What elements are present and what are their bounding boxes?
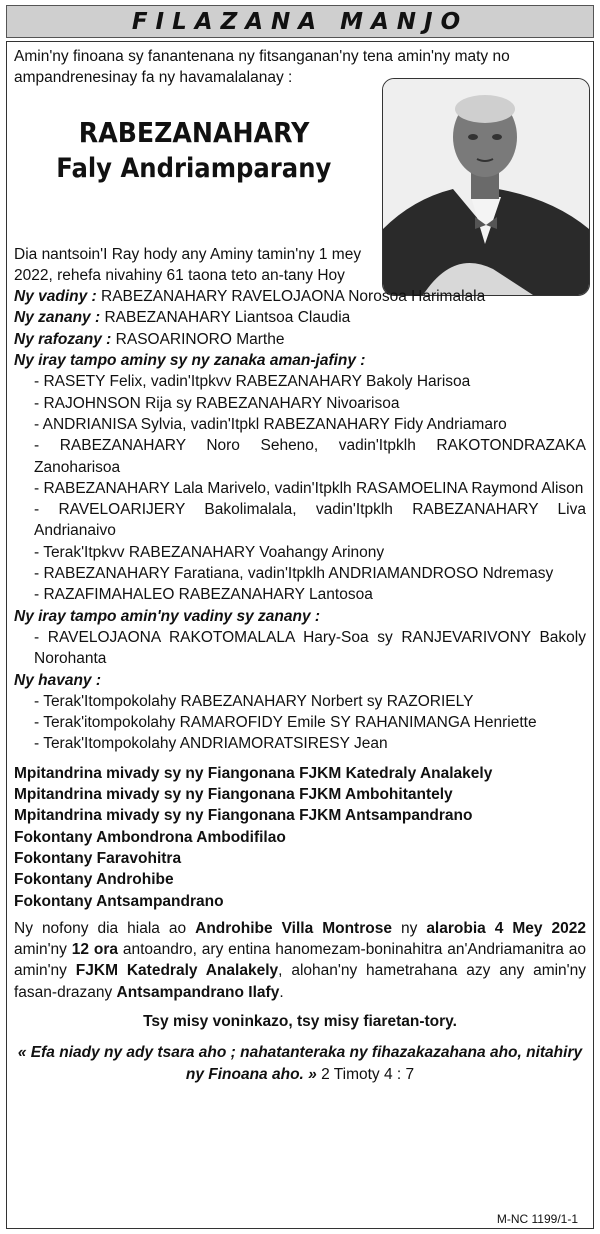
header-banner	[6, 5, 594, 38]
list-item: - Terak'Itompokolahy ANDRIAMORATSIRESY Jean	[34, 735, 388, 753]
quote-text: « Efa niady ny ady tsara aho ; nahatanteraka ny fihazakazahana aho, nitahiry ny Finoana aho. »	[17, 1044, 583, 1083]
funeral-details	[14, 918, 586, 1003]
mother-in-law-line	[14, 329, 586, 350]
in-law-siblings-label: Ny iray tampo amin'ny vadiny sy zanany :	[14, 607, 321, 625]
list-item: - RABEZANAHARY Noro Seheno, vadin'Itpklh RAKOTONDRAZAKA Zanoharisoa	[34, 437, 586, 476]
no-flowers-note: Tsy misy voninkazo, tsy misy fiaretan-tory.	[143, 1012, 457, 1030]
community-line: Mpitandrina mivady sy ny Fiangonana FJKM Katedraly Analakely	[14, 764, 493, 782]
children-name: RABEZANAHARY Liantsoa Claudia	[104, 309, 351, 327]
list-item: - ANDRIANISA Sylvia, vadin'Itpkl RABEZANAHARY Fidy Andriamaro	[34, 415, 507, 433]
children-line	[14, 307, 586, 328]
children-label: Ny zanany :	[14, 309, 101, 327]
funeral-text: ny	[391, 919, 427, 937]
funeral-text: Ny nofony dia hiala ao	[14, 919, 196, 937]
funeral-date: alarobia 4 Mey 2022	[426, 919, 586, 937]
deceased-name-block	[14, 115, 374, 187]
list-item: - RABEZANAHARY Lala Marivelo, vadin'Itpklh RASAMOELINA Raymond Alison	[34, 479, 584, 497]
community-line: Mpitandrina mivady sy ny Fiangonana FJKM Antsampandrano	[14, 807, 473, 825]
intro-text: Amin'ny finoana sy fanantenana ny fitsanganan'ny tena amin'ny maty no ampandrenesinay fa ny havamalalanay :	[14, 48, 510, 87]
list-item: - Terak'itompokolahy RAMAROFIDY Emile SY RAHANIMANGA Henriette	[34, 714, 537, 732]
mother-in-law-name: RASOARINORO Marthe	[115, 330, 285, 348]
funeral-time: 12 ora	[71, 941, 118, 959]
list-item: - RAVELOARIJERY Bakolimalala, vadin'Itpklh RABEZANAHARY Liva Andrianaivo	[34, 501, 586, 540]
funeral-tomb: Antsampandrano Ilafy	[116, 983, 280, 1001]
funeral-church: FJKM Katedraly Analakely	[75, 962, 279, 980]
siblings-label: Ny iray tampo aminy sy ny zanaka aman-jafiny :	[14, 352, 366, 370]
list-item: - Terak'Itompokolahy RABEZANAHARY Norbert sy RAZORIELY	[34, 692, 474, 710]
wife-label: Ny vadiny :	[14, 288, 97, 306]
funeral-place: Androhibe Villa Montrose	[195, 919, 392, 937]
funeral-text: .	[279, 983, 284, 1001]
list-item: - RASETY Felix, vadin'Itpkvv RABEZANAHARY Bakoly Harisoa	[34, 373, 471, 391]
list-item: - RABEZANAHARY Faratiana, vadin'Itpklh ANDRIAMANDROSO Ndremasy	[34, 565, 554, 583]
list-item: - RAZAFIMAHALEO RABEZANAHARY Lantosoa	[34, 586, 373, 604]
community-line: Fokontany Antsampandrano	[14, 892, 224, 910]
community-line: Fokontany Androhibe	[14, 871, 174, 889]
community-line: Fokontany Ambondrona Ambodifilao	[14, 828, 286, 846]
mother-in-law-label: Ny rafozany :	[14, 330, 112, 348]
funeral-text: , alohan'ny hametrahana azy any amin'ny fasan-drazany	[14, 962, 587, 1001]
death-notice: Dia nantsoin'I Ray hody any Aminy tamin'ny 1 mey 2022, rehefa nivahiny 61 taona teto an-tany Hoy	[14, 245, 362, 284]
quote-reference: 2 Timoty 4 : 7	[321, 1065, 415, 1083]
ad-code: M-NC 1199/1-1	[496, 1212, 578, 1226]
list-item: - RAVELOJAONA RAKOTOMALALA Hary-Soa sy RANJEVARIVONY Bakoly Norohanta	[34, 628, 586, 668]
community-line: Fokontany Faravohitra	[14, 849, 182, 867]
list-item: - RAJOHNSON Rija sy RABEZANAHARY Nivoarisoa	[34, 394, 400, 412]
funeral-text: amin'ny	[14, 941, 72, 959]
deceased-surname: RABEZANAHARY	[78, 115, 310, 149]
wife-line	[14, 286, 586, 307]
notice-body	[14, 46, 586, 1085]
funeral-text: antoandro, ary entina hanomezam-boninahitra an'Andriamanitra ao amin'ny	[14, 941, 586, 980]
bible-quote	[14, 1042, 586, 1085]
relatives-label: Ny havany :	[14, 671, 102, 689]
deceased-given-names: Faly Andriamparany	[56, 152, 332, 184]
header-title: FILAZANA MANJO	[131, 8, 469, 35]
list-item: - Terak'Itpkvv RABEZANAHARY Voahangy Arinony	[34, 543, 385, 561]
wife-name: RABEZANAHARY RAVELOJAONA Norosoa Harimalala	[101, 288, 486, 306]
community-line: Mpitandrina mivady sy ny Fiangonana FJKM Ambohitantely	[14, 786, 453, 804]
